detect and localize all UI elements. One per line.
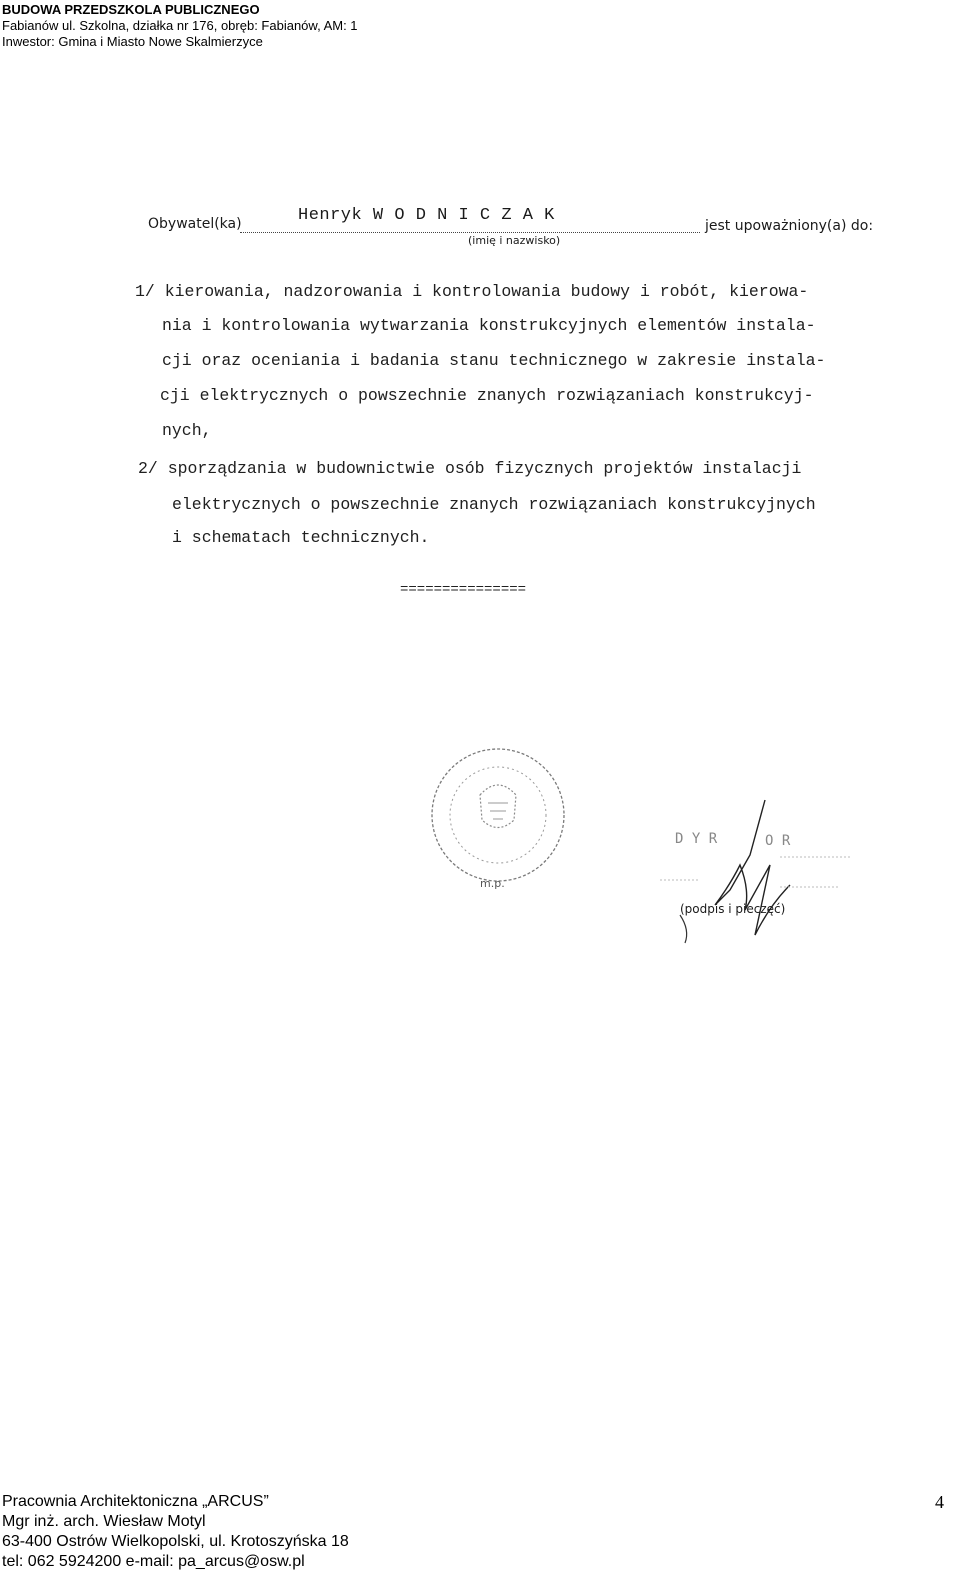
footer-address: 63-400 Ostrów Wielkopolski, ul. Krotoszyńska 18 bbox=[2, 1533, 349, 1550]
authorized-label: jest upoważniony(a) do: bbox=[705, 218, 874, 234]
body-line-4: cji elektrycznych o powszechnie znanych rozwiązaniach konstrukcyj- bbox=[160, 386, 814, 405]
official-seal-stamp bbox=[418, 735, 588, 895]
header-investor: Inwestor: Gmina i Miasto Nowe Skalmierzyce bbox=[2, 34, 263, 49]
page-number: 4 bbox=[935, 1492, 944, 1512]
seal-mp-text: m.p. bbox=[480, 877, 505, 890]
body-line-5: nych, bbox=[162, 421, 212, 440]
signature-caption: (podpis i pieczęć) bbox=[680, 902, 786, 916]
document-header bbox=[2, 2, 358, 50]
director-signature bbox=[620, 795, 870, 945]
footer-contact: tel: 062 5924200 e-mail: pa_arcus@osw.pl bbox=[2, 1553, 305, 1570]
body-line-8: i schematach technicznych. bbox=[172, 528, 430, 547]
body-line-6: 2/ sporządzania w budownictwie osób fizycznych projektów instalacji bbox=[138, 459, 802, 478]
person-name: Henryk W O D N I C Z A K bbox=[298, 206, 555, 225]
separator-line: =============== bbox=[400, 582, 527, 598]
header-project-title: BUDOWA PRZEDSZKOLA PUBLICZNEGO bbox=[2, 2, 260, 17]
footer-architect: Mgr inż. arch. Wiesław Motyl bbox=[2, 1513, 206, 1530]
citizen-label: Obywatel(ka) bbox=[148, 216, 242, 232]
body-line-7: elektrycznych o powszechnie znanych rozwiązaniach konstrukcyjnych bbox=[172, 495, 816, 514]
name-caption: (imię i nazwisko) bbox=[468, 234, 561, 247]
body-line-1: 1/ kierowania, nadzorowania i kontrolowania budowy i robót, kierowa- bbox=[135, 282, 809, 301]
document-footer bbox=[2, 1492, 349, 1572]
body-line-3: cji oraz oceniania i badania stanu technicznego w zakresie instala- bbox=[162, 351, 826, 370]
header-location: Fabianów ul. Szkolna, działka nr 176, obręb: Fabianów, AM: 1 bbox=[2, 18, 358, 33]
footer-company: Pracownia Architektoniczna „ARCUS” bbox=[2, 1493, 269, 1510]
body-line-2: nia i kontrolowania wytwarzania konstrukcyjnych elementów instala- bbox=[162, 316, 816, 335]
svg-text:D Y R: D Y R bbox=[675, 831, 718, 847]
svg-text:O R: O R bbox=[765, 833, 791, 849]
